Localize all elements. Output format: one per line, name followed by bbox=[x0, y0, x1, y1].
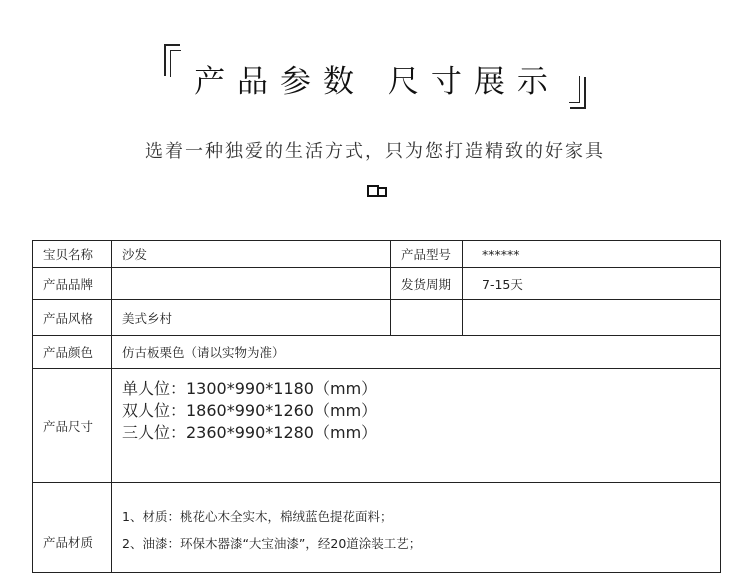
cell-label-style: 产品风格 bbox=[33, 300, 112, 336]
cell-label-shipping: 发货周期 bbox=[391, 268, 463, 300]
table-row bbox=[33, 241, 721, 268]
table-row bbox=[33, 369, 721, 483]
table-row bbox=[33, 483, 721, 573]
cell-empty bbox=[391, 300, 463, 336]
cell-label-material: 产品材质 bbox=[33, 483, 112, 573]
cell-label-name: 宝贝名称 bbox=[33, 241, 112, 268]
material-line-1: 1、材质：桃花心木全实木，棉绒蓝色提花面料； bbox=[122, 508, 393, 524]
table-row bbox=[33, 268, 721, 300]
table-row bbox=[33, 300, 721, 336]
size-line-single: 单人位：1300*990*1180（mm） bbox=[122, 378, 378, 398]
page-subtitle: 选着一种独爱的生活方式，只为您打造精致的好家具 bbox=[145, 141, 605, 162]
cell-label-color: 产品颜色 bbox=[33, 336, 112, 369]
cell-value-shipping: 7-15天 bbox=[463, 268, 721, 300]
cell-label-model: 产品型号 bbox=[391, 241, 463, 268]
cell-value-size bbox=[112, 369, 721, 483]
left-bracket-ornament bbox=[164, 44, 180, 76]
size-line-triple: 三人位：2360*990*1280（mm） bbox=[122, 422, 378, 442]
title-block bbox=[0, 44, 750, 101]
table-row bbox=[33, 336, 721, 369]
cell-empty bbox=[463, 300, 721, 336]
sofa-icon bbox=[367, 184, 387, 198]
cell-label-brand: 产品品牌 bbox=[33, 268, 112, 300]
page-title bbox=[164, 44, 586, 101]
page-title-text: 产品参数 尺寸展示 bbox=[194, 64, 560, 100]
cell-value-name: 沙发 bbox=[112, 241, 391, 268]
cell-value-color: 仿古板栗色（请以实物为准） bbox=[112, 336, 721, 369]
size-line-double: 双人位：1860*990*1260（mm） bbox=[122, 400, 378, 420]
spec-table bbox=[32, 240, 721, 573]
cell-value-model: ****** bbox=[463, 241, 721, 268]
right-bracket-ornament bbox=[570, 77, 586, 109]
cell-label-size: 产品尺寸 bbox=[33, 369, 112, 483]
cell-value-brand bbox=[112, 268, 391, 300]
cell-value-material bbox=[112, 483, 721, 573]
cell-value-style: 美式乡村 bbox=[112, 300, 391, 336]
material-line-2: 2、油漆：环保木器漆“大宝油漆”，经20道涂装工艺； bbox=[122, 535, 422, 551]
